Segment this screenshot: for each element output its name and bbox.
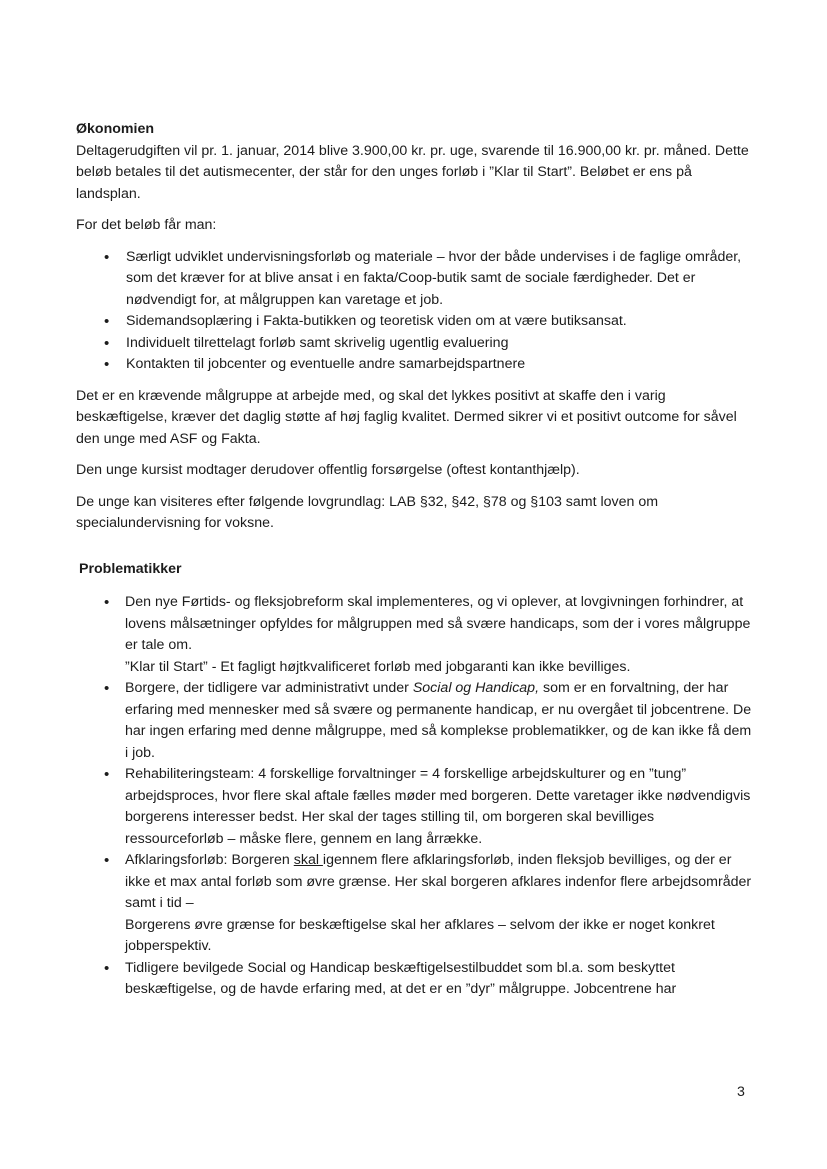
list-item: • Sidemandsoplæring i Fakta-butikken og teoretisk viden om at være butiksansat. xyxy=(76,311,756,333)
bullet-list xyxy=(76,247,756,376)
list-item-text xyxy=(125,850,756,915)
emphasis-text: Social og Handicap, xyxy=(412,680,540,696)
paragraph: Det er en krævende målgruppe at arbejde med, og skal det lykkes positivt at skaffe den i varig beskæftigelse, kræver det daglig støtte af høj faglig kvalitet. Dermed sikrer vi et positivt outcome for såvel den unge med ASF og Fakta. xyxy=(76,387,737,447)
underlined-text: skal xyxy=(293,852,323,868)
text-run: Borgere, der tidligere var administrativt under xyxy=(125,680,413,696)
list-item: • Særligt udviklet undervisningsforløb og materiale – hvor der både undervises i de faglige områder, som det kræver for at blive ansat i en fakta/Coop-butik samt de sociale færdigheder. Det er nødvendigt for, at målgruppen kan varetage et job. xyxy=(76,247,756,312)
list-item: • Tidligere bevilgede Social og Handicap beskæftigelsestilbuddet som bl.a. som beskyttet beskæftigelse, og de havde erfaring med, at det er en ”dyr” målgruppe. Jobcentrene har xyxy=(76,958,756,1001)
bullet-list xyxy=(76,592,756,1001)
list-item-text: • Den nye Førtids- og fleksjobreform skal implementeres, og vi oplever, at lovgivningen forhindrer, at lovens målsætninger opfyldes for målgruppen med så svære handicaps, som der i vores målgruppe er tale om. xyxy=(125,594,751,653)
paragraph: De unge kan visiteres efter følgende lovgrundlag: LAB §32, §42, §78 og §103 samt loven om specialundervisning for voksne. xyxy=(76,493,659,531)
list-item: • Individuelt tilrettelagt forløb samt skrivelig ugentlig evaluering xyxy=(76,333,756,355)
section-okonomien xyxy=(76,119,756,535)
list-item xyxy=(76,678,756,764)
list-item: • Rehabiliteringsteam: 4 forskellige forvaltninger = 4 forskellige arbejdskulturer og en ”tung” arbejdsproces, hvor flere skal aftale fælles møder med borgeren. Dette varetager ikke nødvendigvis borgerens interesser bedst. Her skal der tages stilling til, om borgeren skal bevilliges ressourceforløb – måske flere, gennem en lang årrække. xyxy=(76,764,756,850)
section-heading: Økonomien xyxy=(76,121,155,137)
page-content xyxy=(76,119,756,1011)
paragraph: Den unge kursist modtager derudover offentlig forsørgelse (oftest kontanthjælp). xyxy=(76,462,580,478)
section-heading: Problematikker xyxy=(79,560,182,577)
list-item xyxy=(76,592,756,678)
list-item: • Kontakten til jobcenter og eventuelle andre samarbejdspartnere xyxy=(76,354,756,376)
text-run: som er en forvaltning, der har erfaring med mennesker med så svære og permanente handicap, er nu overgået til jobcentrene. De har ingen erfaring med denne målgruppe, med så komplekse problematikker, og de kan ikke få dem i job. xyxy=(125,680,752,761)
text-run: igennem flere afklaringsforløb, inden fleksjob bevilliges, og der er ikke et max antal forløb som øvre grænse. Her skal borgeren afklares indenfor flere arbejdsområder samt i tid – xyxy=(125,852,752,911)
paragraph: For det beløb får man: xyxy=(76,217,217,233)
page-number: 3 xyxy=(737,1084,745,1100)
text-run: Afklaringsforløb: Borgeren xyxy=(125,852,294,868)
list-item-text: ”Klar til Start” - Et fagligt højtkvalificeret forløb med jobgaranti kan ikke bevilliges. xyxy=(125,658,631,675)
paragraph: Deltagerudgiften vil pr. 1. januar, 2014 blive 3.900,00 kr. pr. uge, svarende til 16.900,00 kr. pr. måned. Dette beløb betales til det autismecenter, der står for den unges forløb i ”Klar til Start”. Beløbet er ens på landsplan. xyxy=(76,142,749,202)
section-problematikker xyxy=(76,559,756,1001)
list-item xyxy=(76,850,756,958)
list-item-text: Borgerens øvre grænse for beskæftigelse skal her afklares – selvom der ikke er noget konkret jobperspektiv. xyxy=(125,916,715,954)
